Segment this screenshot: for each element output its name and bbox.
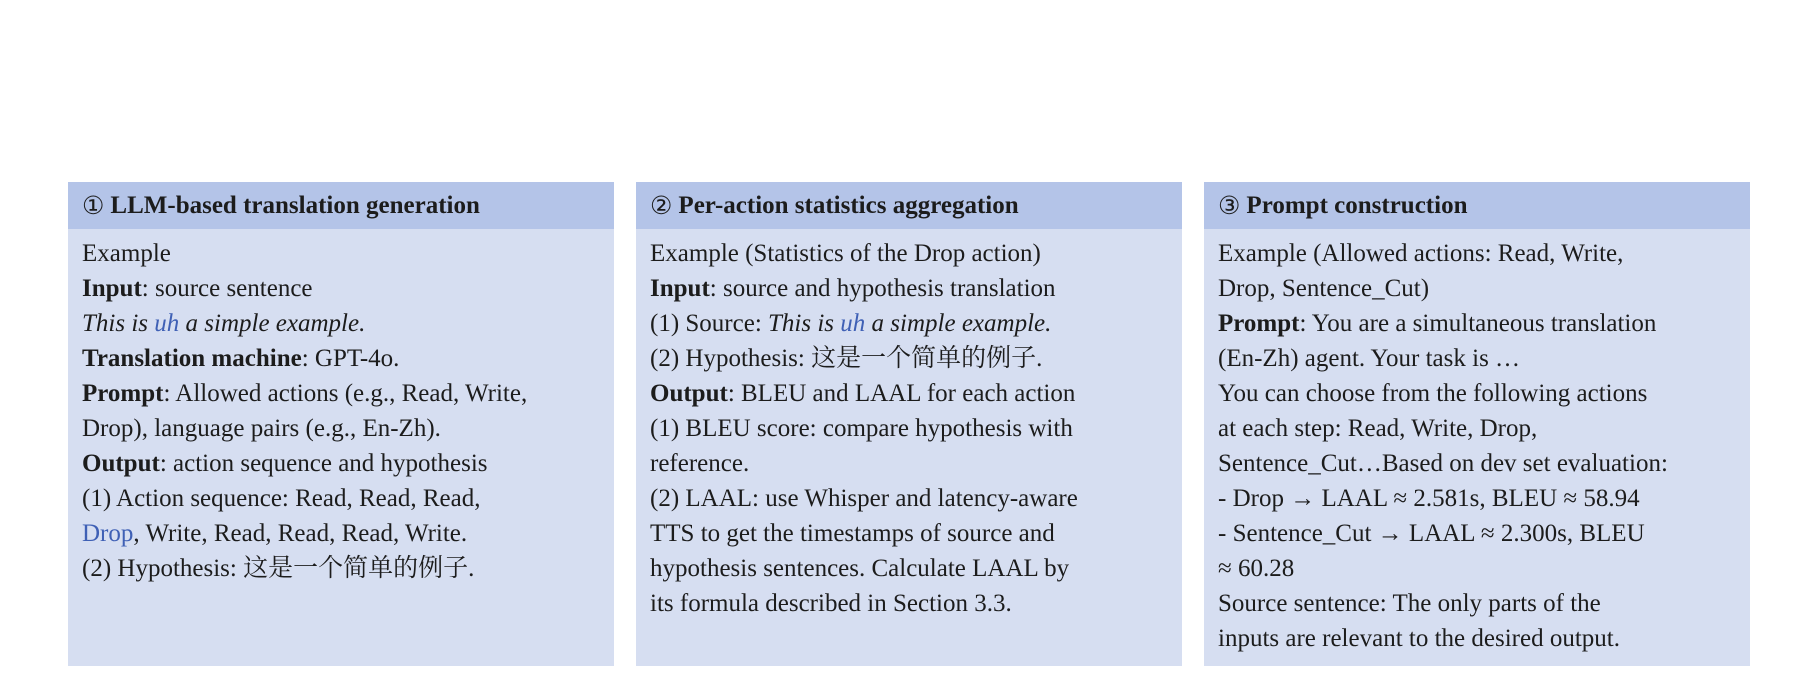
panel-llm-translation-generation — [68, 182, 614, 666]
text-segment: ≈ 60.28 — [1218, 555, 1295, 582]
text-segment: (1) Source: — [650, 310, 769, 337]
text-line — [82, 551, 600, 586]
panel-header — [68, 182, 614, 229]
field-label: Output — [650, 380, 728, 407]
text-segment: Drop, Sentence_Cut) — [1218, 275, 1430, 302]
field-label: Prompt — [82, 380, 164, 407]
text-segment: a simple example. — [179, 310, 366, 337]
text-segment: : BLEU and LAAL for each action — [727, 380, 1076, 407]
text-line — [82, 306, 600, 341]
panel-body — [68, 229, 614, 586]
text-line — [1218, 621, 1736, 656]
text-segment: : You are a simultaneous translation — [1299, 310, 1657, 337]
text-segment: at each step: Read, Write, Drop, — [1218, 415, 1538, 442]
text-segment: This is — [82, 310, 155, 337]
panel-title: Prompt construction — [1246, 191, 1468, 219]
text-segment: This is — [768, 310, 841, 337]
text-segment: Source sentence: The only parts of the — [1218, 590, 1601, 617]
text-line — [650, 376, 1168, 411]
text-line — [1218, 481, 1736, 516]
text-segment: inputs are relevant to the desired output. — [1218, 625, 1620, 652]
text-line — [82, 376, 600, 411]
text-segment: Example — [82, 240, 171, 267]
text-line — [650, 236, 1168, 271]
text-line — [1218, 446, 1736, 481]
panel-title: LLM-based translation generation — [110, 191, 480, 219]
highlighted-token: Drop — [82, 520, 134, 547]
panel-body — [1204, 229, 1750, 656]
text-line — [82, 446, 600, 481]
field-label: Translation machine — [82, 345, 302, 372]
text-line — [1218, 271, 1736, 306]
text-line — [82, 411, 600, 446]
field-label: Input — [650, 275, 710, 302]
step-number: ② — [650, 192, 673, 220]
step-number: ① — [82, 192, 105, 220]
text-segment: You can choose from the following actions — [1218, 380, 1648, 407]
panel-header — [636, 182, 1182, 229]
text-line — [1218, 376, 1736, 411]
field-label: Input — [82, 275, 142, 302]
text-segment: - Drop → LAAL ≈ 2.581s, BLEU ≈ 58.94 — [1218, 485, 1640, 512]
text-segment: TTS to get the timestamps of source and — [650, 520, 1055, 547]
text-line — [1218, 306, 1736, 341]
text-segment: - Sentence_Cut → LAAL ≈ 2.300s, BLEU — [1218, 520, 1645, 547]
text-segment: Sentence_Cut…Based on dev set evaluation: — [1218, 450, 1668, 477]
text-segment: (1) Action sequence: Read, Read, Read, — [82, 485, 481, 512]
panel-title: Per-action statistics aggregation — [678, 191, 1019, 219]
text-line — [650, 341, 1168, 376]
text-segment: its formula described in Section 3.3. — [650, 590, 1012, 617]
highlighted-token: uh — [840, 310, 866, 337]
text-line — [1218, 516, 1736, 551]
text-segment: Example (Statistics of the Drop action) — [650, 240, 1041, 267]
text-line — [650, 516, 1168, 551]
text-segment: : GPT-4o. — [301, 345, 400, 372]
text-line — [1218, 341, 1736, 376]
text-line — [650, 551, 1168, 586]
text-segment: (En-Zh) agent. Your task is … — [1218, 345, 1521, 372]
text-line — [82, 271, 600, 306]
text-segment: , Write, Read, Read, Read, Write. — [133, 520, 468, 547]
text-segment: hypothesis sentences. Calculate LAAL by — [650, 555, 1070, 582]
field-label: Output — [82, 450, 160, 477]
text-line — [650, 271, 1168, 306]
text-line — [1218, 551, 1736, 586]
panel-header — [1204, 182, 1750, 229]
text-line — [650, 306, 1168, 341]
text-line — [1218, 411, 1736, 446]
text-segment: (1) BLEU score: compare hypothesis with — [650, 415, 1073, 442]
panel-prompt-construction — [1204, 182, 1750, 666]
text-segment: : source and hypothesis translation — [709, 275, 1056, 302]
text-line — [650, 411, 1168, 446]
text-segment: (2) LAAL: use Whisper and latency-aware — [650, 485, 1078, 512]
text-segment: reference. — [650, 450, 750, 477]
text-line — [650, 586, 1168, 621]
text-line — [650, 446, 1168, 481]
panel-body — [636, 229, 1182, 621]
text-line — [1218, 236, 1736, 271]
text-segment: Example (Allowed actions: Read, Write, — [1218, 240, 1624, 267]
text-line — [650, 481, 1168, 516]
panel-per-action-statistics — [636, 182, 1182, 666]
text-line — [1218, 586, 1736, 621]
text-segment: a simple example. — [865, 310, 1052, 337]
step-number: ③ — [1218, 192, 1241, 220]
text-line — [82, 516, 600, 551]
text-line — [82, 341, 600, 376]
text-segment: (2) Hypothesis: 这是一个简单的例子. — [82, 555, 475, 582]
field-label: Prompt — [1218, 310, 1300, 337]
highlighted-token: uh — [154, 310, 180, 337]
text-segment: Drop), language pairs (e.g., En-Zh). — [82, 415, 441, 442]
text-segment: : Allowed actions (e.g., Read, Write, — [163, 380, 528, 407]
text-segment: : action sequence and hypothesis — [159, 450, 488, 477]
text-line — [82, 481, 600, 516]
text-segment: (2) Hypothesis: 这是一个简单的例子. — [650, 345, 1043, 372]
text-segment: : source sentence — [141, 275, 313, 302]
text-line — [82, 236, 600, 271]
